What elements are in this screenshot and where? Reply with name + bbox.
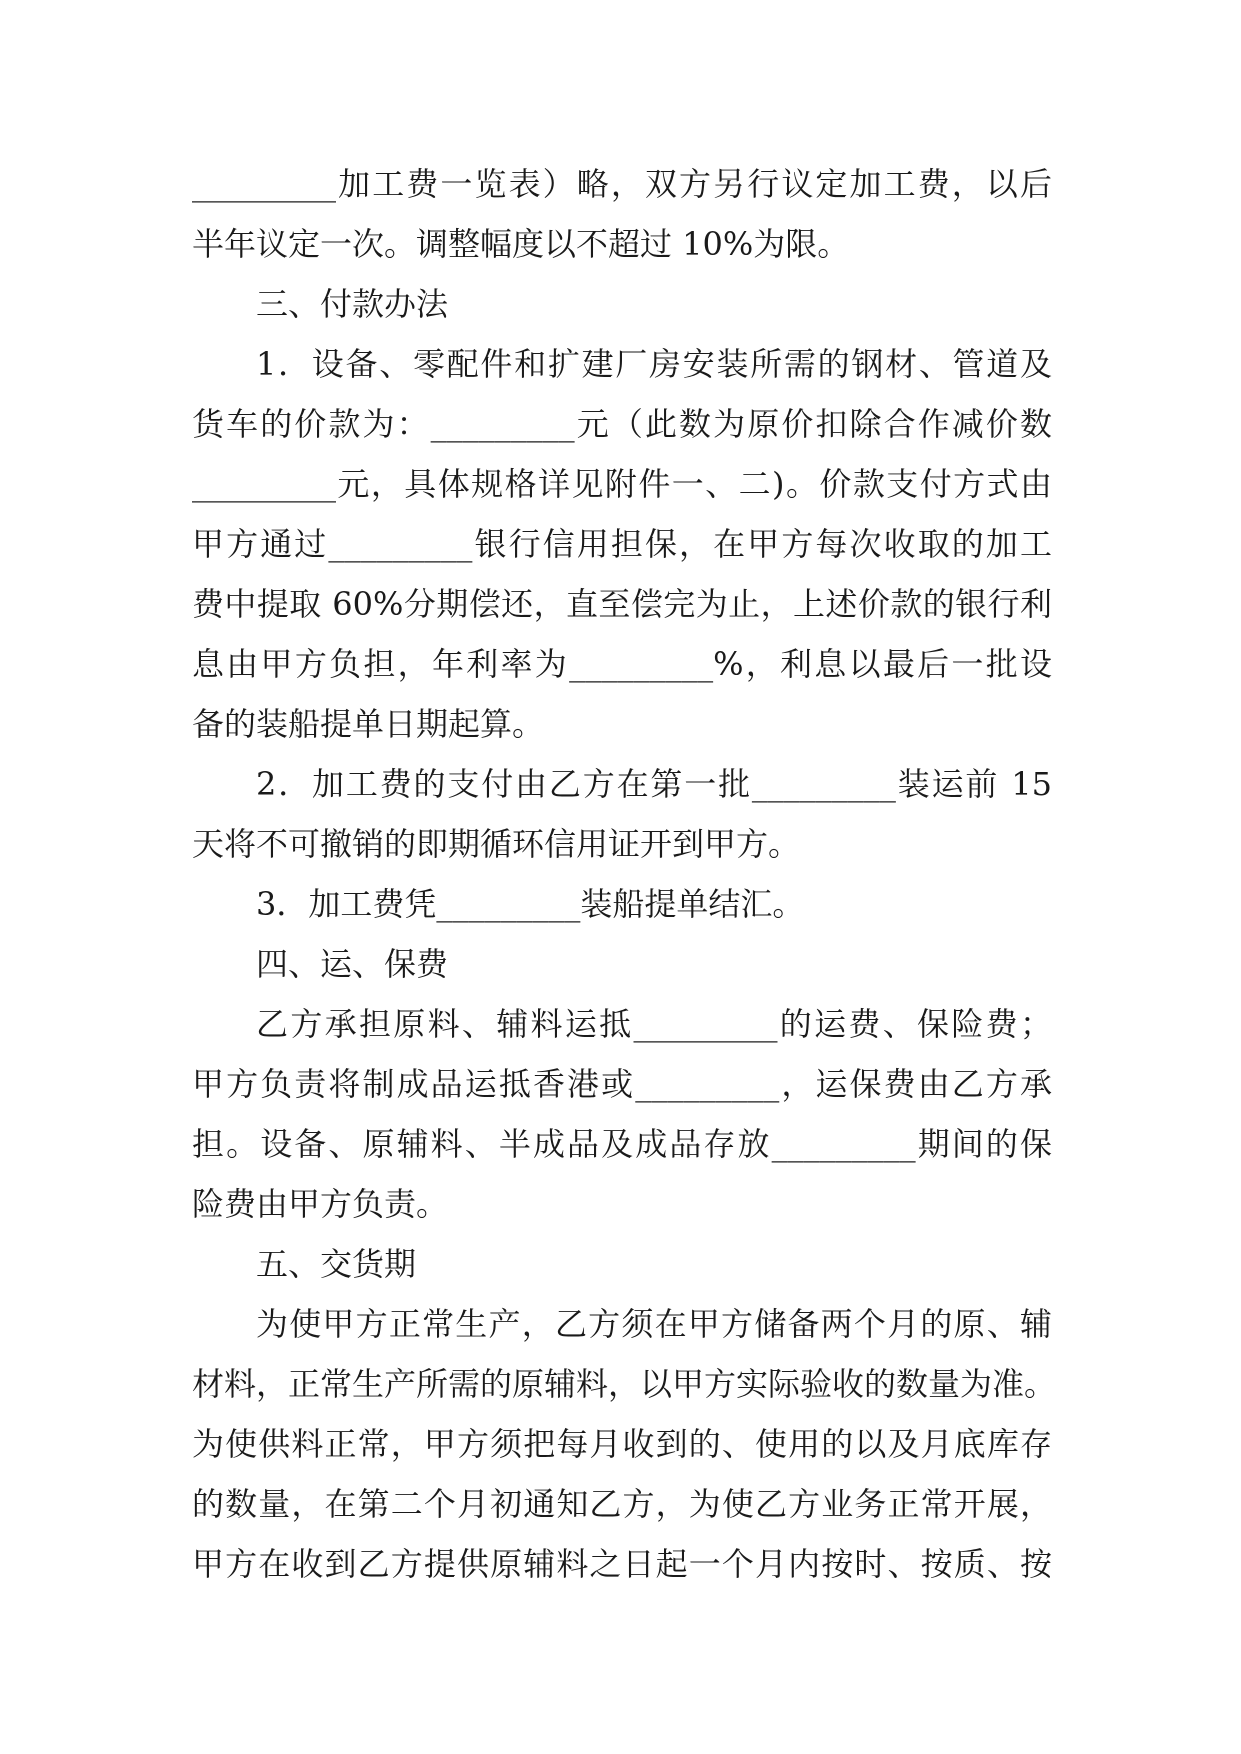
text-line: 天将不可撤销的即期循环信用证开到甲方。 — [192, 825, 801, 863]
text-line: 为使供料正常，甲方须把每月收到的、使用的以及月底库存 — [192, 1425, 1052, 1463]
section-heading: 三、付款办法 — [256, 285, 449, 323]
text-line: _________加工费一览表）略，双方另行议定加工费，以后 — [192, 165, 1052, 203]
text-line: 2．加工费的支付由乙方在第一批_________装运前 15 — [256, 765, 1052, 803]
text-line: 甲方负责将制成品运抵香港或_________，运保费由乙方承 — [192, 1065, 1052, 1103]
text-line: _________元，具体规格详见附件一、二)。价款支付方式由 — [192, 465, 1052, 503]
text-line: 3．加工费凭_________装船提单结汇。 — [256, 885, 805, 923]
text-line: 为使甲方正常生产，乙方须在甲方储备两个月的原、辅 — [256, 1305, 1052, 1343]
text-line: 1．设备、零配件和扩建厂房安装所需的钢材、管道及 — [256, 345, 1052, 383]
text-line: 的数量，在第二个月初通知乙方，为使乙方业务正常开展， — [192, 1485, 1052, 1523]
text-line: 半年议定一次。调整幅度以不超过 10%为限。 — [192, 225, 850, 263]
text-line: 息由甲方负担，年利率为_________%，利息以最后一批设 — [192, 645, 1052, 683]
section-heading: 四、运、保费 — [256, 945, 449, 983]
text-line: 甲方在收到乙方提供原辅料之日起一个月内按时、按质、按 — [192, 1545, 1052, 1583]
text-line: 备的装船提单日期起算。 — [192, 705, 545, 743]
text-line: 甲方通过_________银行信用担保，在甲方每次收取的加工 — [192, 525, 1052, 563]
section-heading: 五、交货期 — [256, 1245, 417, 1283]
text-line: 材料，正常生产所需的原辅料，以甲方实际验收的数量为准。 — [192, 1365, 1057, 1403]
text-line: 担。设备、原辅料、半成品及成品存放_________期间的保 — [192, 1125, 1052, 1163]
text-line: 费中提取 60%分期偿还，直至偿完为止，上述价款的银行利 — [192, 585, 1052, 623]
text-line: 乙方承担原料、辅料运抵_________的运费、保险费； — [256, 1005, 1052, 1043]
text-line: 货车的价款为：_________元（此数为原价扣除合作减价数 — [192, 405, 1052, 443]
text-line: 险费由甲方负责。 — [192, 1185, 449, 1223]
